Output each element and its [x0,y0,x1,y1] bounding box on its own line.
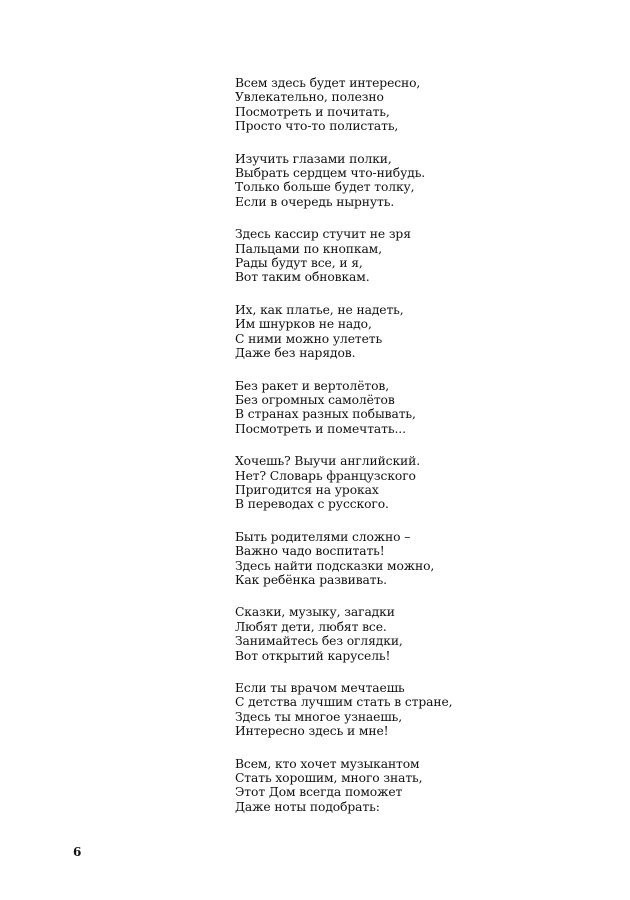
poem-stanza [235,379,465,437]
poem-line: Без ракет и вертолётов, [235,378,390,393]
poem-line: Если в очередь нырнуть. [235,194,395,209]
poem-stanza [235,454,465,512]
poem-line: Всем, кто хочет музыкантом [235,756,420,771]
poem-line: Выбрать сердцем что-нибудь. [235,166,426,181]
poem-line: Пальцами по кнопкам, [235,241,382,256]
poem-stanza [235,227,465,285]
poem-line: Изучить глазами полки, [235,151,392,166]
poem-line: Здесь кассир стучит не зря [235,227,411,242]
poem-line: Если ты врачом мечтаешь [235,681,405,695]
poem-line: Интересно здесь и мне! [235,724,389,739]
poem-line: Даже ноты подобрать: [235,799,380,814]
poem-line: Здесь найти подсказки можно, [235,558,435,573]
page-number: 6 [73,845,82,859]
poem-line: Им шнурков не надо, [235,317,372,332]
poem-line: В странах разных побывать, [235,407,416,422]
poem-line: Занимайтесь без оглядки, [235,634,403,649]
poem-line: Быть родителями сложно – [235,529,411,544]
poem-line: Без огромных самолётов [235,392,395,407]
poem-line: Этот Дом всегда поможет [235,785,403,800]
poem-line: Вот открытий карусель! [235,648,391,663]
poem-stanza [235,303,465,361]
poem-line: Даже без нарядов. [235,346,356,361]
poem-stanza [235,152,465,210]
poem-line: Их, как платье, не надеть, [235,302,404,317]
poem-line: Любят дети, любят все. [235,619,387,634]
poem-line: Стать хорошим, много знать, [235,771,423,786]
poem-line: В переводах с русского. [235,497,389,512]
poem-line: Только больше будет толку, [235,180,415,195]
poem-line: Здесь ты многое узнаешь, [235,709,403,724]
poem-line: Посмотреть и помечтать... [235,421,406,436]
poem-line: Просто что-то полистать, [235,119,399,134]
poem-stanza [235,605,465,663]
poem-line: Хочешь? Выучи английский. [235,454,421,469]
poem-line: Всем здесь будет интересно, [235,76,421,90]
poem-line: С детства лучшим стать в стране, [235,695,453,710]
poem-line: Нет? Словарь французского [235,468,416,483]
poem-stanza [235,530,465,588]
poem-line: Сказки, музыку, загадки [235,605,395,620]
poem-line: Увлекательно, полезно [235,90,384,105]
poem-stanza [235,757,465,815]
poem-line: Пригодится на уроках [235,482,379,497]
poem-stanza [235,681,465,739]
poem-stanza [235,76,465,134]
poem-line: Как ребёнка развивать. [235,572,387,587]
poem-line: Вот таким обновкам. [235,270,370,285]
poem-line: Важно чадо воспитать! [235,544,385,559]
poem-body [235,76,465,832]
poem-line: Посмотреть и почитать, [235,104,390,119]
poem-line: Рады будут все, и я, [235,256,363,271]
poem-line: С ними можно улететь [235,331,383,346]
